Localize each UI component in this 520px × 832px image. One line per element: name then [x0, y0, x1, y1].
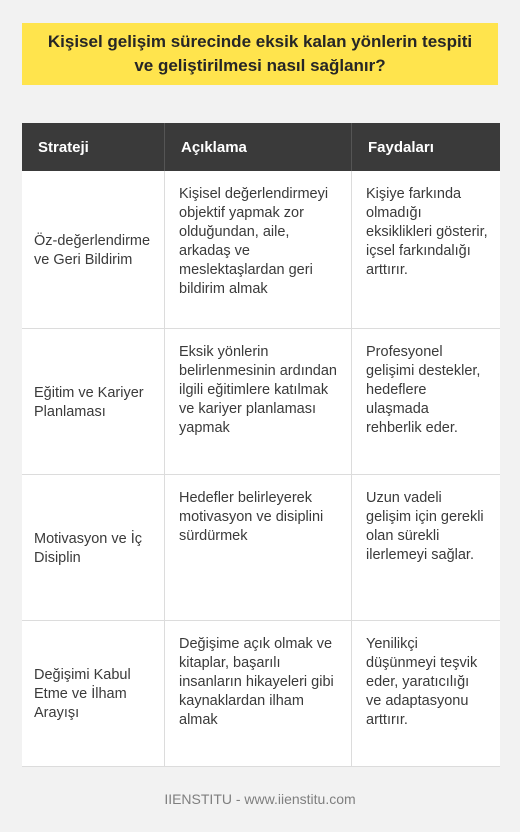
- column-header-description: Açıklama: [165, 123, 352, 171]
- table-cell-description: Kişisel değerlendirmeyi objektif yapmak zor olduğundan, aile, arkadaş ve meslektaşlardan geri bildirim almak: [165, 171, 352, 329]
- table-cell-strategy: Eğitim ve Kariyer Planlaması: [22, 329, 165, 475]
- table-cell-description: Hedefler belirleyerek motivasyon ve disiplini sürdürmek: [165, 475, 352, 621]
- title-banner: [22, 23, 498, 85]
- table-cell-strategy: Değişimi Kabul Etme ve İlham Arayışı: [22, 621, 165, 767]
- table-cell-strategy: Motivasyon ve İç Disiplin: [22, 475, 165, 621]
- table-cell-benefits: Profesyonel gelişimi destekler, hedeflere ulaşmada rehberlik eder.: [352, 329, 500, 475]
- footer-credit: IIENSTITU - www.iienstitu.com: [164, 791, 356, 807]
- table-cell-description: Eksik yönlerin belirlenmesinin ardından ilgili eğitimlere katılmak ve kariyer planlaması yapmak: [165, 329, 352, 475]
- page-title: Kişisel gelişim sürecinde eksik kalan yönlerin tespiti ve geliştirilmesi nasıl sağlanır?: [47, 32, 473, 75]
- table-cell-benefits: Uzun vadeli gelişim için gerekli olan sürekli ilerlemeyi sağlar.: [352, 475, 500, 621]
- table-cell-benefits: Yenilikçi düşünmeyi teşvik eder, yaratıcılığı ve adaptasyonu arttırır.: [352, 621, 500, 767]
- strategy-table: [22, 123, 500, 767]
- table-cell-benefits: Kişiye farkında olmadığı eksiklikleri gösterir, içsel farkındalığı arttırır.: [352, 171, 500, 329]
- column-header-strategy: Strateji: [22, 123, 165, 171]
- table-cell-description: Değişime açık olmak ve kitaplar, başarılı insanların hikayeleri gibi kaynaklardan ilham almak: [165, 621, 352, 767]
- column-header-benefits: Faydaları: [352, 123, 500, 171]
- table-cell-strategy: Öz-değerlendirme ve Geri Bildirim: [22, 171, 165, 329]
